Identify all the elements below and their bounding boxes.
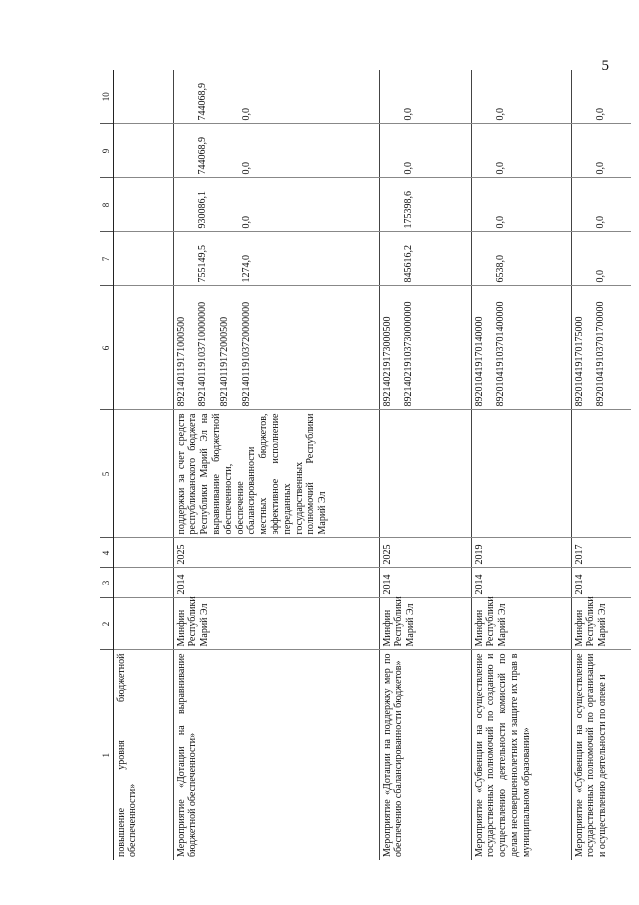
- cell-start-year: [113, 568, 173, 598]
- value: 845616,2: [403, 245, 415, 283]
- cell-col9: [571, 124, 631, 178]
- value: 0,0: [241, 162, 252, 175]
- cell-col10: [173, 70, 379, 124]
- cell-start-year: 2014: [471, 568, 571, 598]
- cell-col7: [379, 232, 471, 286]
- budget-code: 892010419170140000: [473, 316, 485, 407]
- header-col-10: 10: [100, 70, 113, 124]
- cell-description: [379, 410, 471, 538]
- header-col-5: 5: [100, 410, 113, 538]
- budget-code: 892140219173000500: [381, 316, 393, 407]
- value: 0,0: [241, 216, 252, 229]
- cell-start-year: 2014: [173, 568, 379, 598]
- cell-col7: [113, 232, 173, 286]
- cell-start-year: 2014: [571, 568, 631, 598]
- cell-executor: Минфин Республики Марий Эл: [471, 598, 571, 650]
- value: 0,0: [495, 108, 507, 121]
- table-row: [113, 70, 173, 860]
- cell-end-year: 2025: [379, 538, 471, 568]
- header-col-4: 4: [100, 538, 113, 568]
- value: 744068,9: [197, 83, 209, 121]
- cell-codes: [571, 286, 631, 410]
- header-col-6: 6: [100, 286, 113, 410]
- value: 0,0: [595, 270, 607, 283]
- header-col-7: 7: [100, 232, 113, 286]
- value: 0,0: [595, 162, 607, 175]
- cell-executor: Минфин Республики Марий Эл: [379, 598, 471, 650]
- value: 175398,6: [403, 191, 415, 229]
- value: 0,0: [241, 108, 252, 121]
- header-col-2: 2: [100, 598, 113, 650]
- cell-end-year: 2019: [471, 538, 571, 568]
- cell-col10: [379, 70, 471, 124]
- cell-measure-name: Мероприятие «Субвенции на осуществление государственных полномочий по созданию и осуществлению деятельности комиссий по делам несовершеннолетних и защите их прав в муниципальном образовании»: [471, 650, 571, 860]
- value: 0,0: [595, 216, 607, 229]
- cell-col10: [471, 70, 571, 124]
- budget-code: 892140219103730000000: [403, 301, 415, 407]
- cell-executor: Минфин Республики Марий Эл: [571, 598, 631, 650]
- header-col-9: 9: [100, 124, 113, 178]
- cell-col8: [471, 178, 571, 232]
- cell-end-year: 2017: [571, 538, 631, 568]
- cell-codes: [113, 286, 173, 410]
- budget-code: 892010419103701700000: [595, 301, 607, 407]
- cell-measure-name: Мероприятие «Субвенции на осуществление государственных полномочий по организации и осуществлению деятельности по опеке и: [571, 650, 631, 860]
- cell-description: [113, 410, 173, 538]
- header-col-1: 1: [100, 650, 113, 860]
- budget-code: 892010419103701400000: [495, 301, 507, 407]
- table-row: [471, 70, 571, 860]
- page-number: 5: [601, 58, 609, 74]
- cell-col8: [113, 178, 173, 232]
- cell-col10: [571, 70, 631, 124]
- value: 0,0: [595, 108, 607, 121]
- cell-col7: [571, 232, 631, 286]
- header-col-3: 3: [100, 568, 113, 598]
- table-row: [571, 70, 631, 860]
- budget-code: 892140119103720000000: [241, 301, 252, 407]
- cell-codes: [379, 286, 471, 410]
- cell-executor: Минфин Республики Марий Эл: [173, 598, 379, 650]
- cell-col8: [379, 178, 471, 232]
- cell-description: [571, 410, 631, 538]
- value: 1274,0: [241, 255, 252, 283]
- cell-end-year: [113, 538, 173, 568]
- cell-codes: [173, 286, 379, 410]
- budget-code: 892140119171000500: [175, 316, 187, 407]
- table-row: [379, 70, 471, 860]
- table-row: [173, 70, 379, 860]
- header-row: [100, 70, 113, 860]
- cell-col8: [173, 178, 379, 232]
- budget-table: [100, 70, 631, 860]
- value: 6538,0: [495, 255, 507, 283]
- cell-col9: [471, 124, 571, 178]
- rotated-table-wrapper: [100, 70, 620, 860]
- cell-col9: [379, 124, 471, 178]
- cell-col7: [173, 232, 379, 286]
- cell-measure-name: Мероприятие «Дотации на выравнивание бюджетной обеспеченности»: [173, 650, 379, 860]
- cell-description: поддержки за счет средств республиканского бюджета Республики Марий Эл на выравнивание бюджетной обеспеченности, обеспечение сбалансированности местных бюджетов, эффективное исполнение переданных государственных полномочий Республики Марий Эл: [173, 410, 379, 538]
- value: 755149,5: [197, 245, 209, 283]
- budget-code: 892010419170175000: [573, 316, 585, 407]
- cell-description: [471, 410, 571, 538]
- cell-col7: [471, 232, 571, 286]
- cell-codes: [471, 286, 571, 410]
- value: 0,0: [495, 216, 507, 229]
- value: 0,0: [403, 108, 415, 121]
- cell-col10: [113, 70, 173, 124]
- cell-executor: [113, 598, 173, 650]
- cell-col8: [571, 178, 631, 232]
- budget-code: 892140119172000500: [219, 316, 231, 407]
- value: 0,0: [403, 162, 415, 175]
- cell-end-year: 2025: [173, 538, 379, 568]
- header-col-8: 8: [100, 178, 113, 232]
- cell-measure-name: Мероприятие «Дотации на поддержку мер по обеспечению сбалансированности бюджетов»: [379, 650, 471, 860]
- cell-col9: [113, 124, 173, 178]
- value: 930086,1: [197, 191, 209, 229]
- budget-code: 892140119103710000000: [197, 301, 209, 407]
- cell-start-year: 2014: [379, 568, 471, 598]
- cell-col9: [173, 124, 379, 178]
- value: 0,0: [495, 162, 507, 175]
- value: 744068,9: [197, 137, 209, 175]
- cell-measure-name: повышение уровня бюджетной обеспеченности»: [115, 653, 139, 857]
